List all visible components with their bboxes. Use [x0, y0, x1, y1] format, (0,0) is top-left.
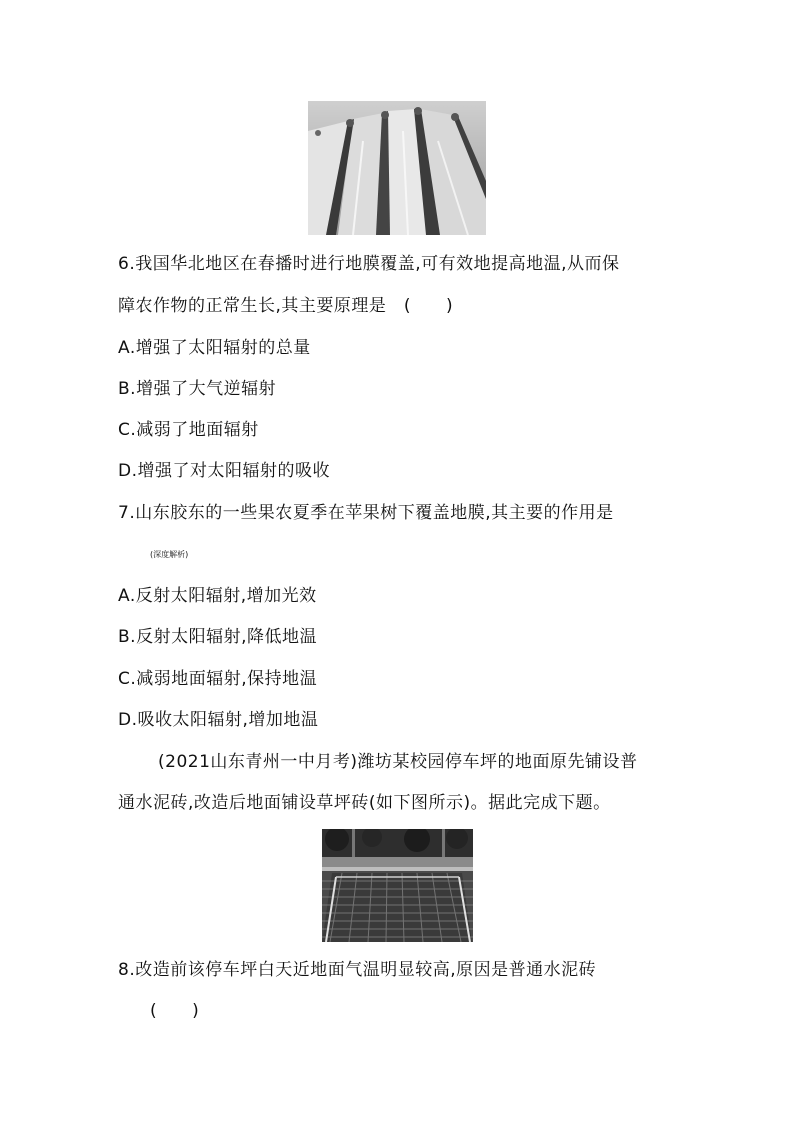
q8-stem-line-1: 8.改造前该停车坪白天近地面气温明显较高,原因是普通水泥砖 — [118, 960, 597, 980]
q6-option-b: B.增强了大气逆辐射 — [118, 379, 277, 399]
intro-line-2: 通水泥砖,改造后地面铺设草坪砖(如下图所示)。据此完成下题。 — [118, 793, 611, 813]
q8-answer-blank: ( ) — [150, 1001, 200, 1021]
q6-stem-line-2: 障农作物的正常生长,其主要原理是 ( ) — [118, 296, 454, 316]
q6-option-a: A.增强了太阳辐射的总量 — [118, 338, 311, 358]
q6-option-c: C.减弱了地面辐射 — [118, 420, 259, 440]
q6-option-d: D.增强了对太阳辐射的吸收 — [118, 461, 330, 481]
q7-option-a: A.反射太阳辐射,增加光效 — [118, 586, 317, 606]
q7-analysis-tag: (深度解析) — [150, 550, 189, 559]
plastic-film-mulch-photo — [308, 101, 486, 235]
q7-option-d: D.吸收太阳辐射,增加地温 — [118, 710, 319, 730]
q7-option-c: C.减弱地面辐射,保持地温 — [118, 669, 318, 689]
q7-option-b: B.反射太阳辐射,降低地温 — [118, 627, 317, 647]
intro-line-1: (2021山东青州一中月考)潍坊某校园停车坪的地面原先铺设普 — [158, 752, 638, 772]
grass-paver-parking-photo — [322, 829, 473, 942]
q7-stem-line-1: 7.山东胶东的一些果农夏季在苹果树下覆盖地膜,其主要的作用是 — [118, 503, 614, 523]
q6-stem-line-1: 6.我国华北地区在春播时进行地膜覆盖,可有效地提高地温,从而保 — [118, 254, 620, 274]
